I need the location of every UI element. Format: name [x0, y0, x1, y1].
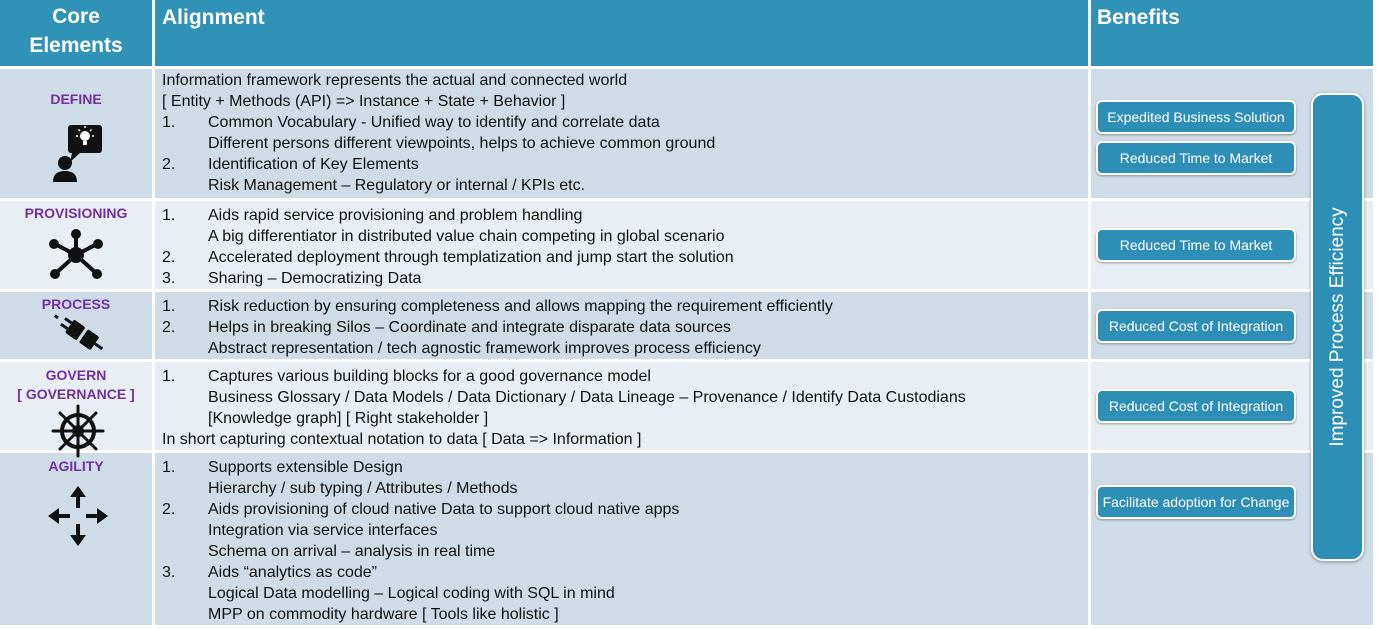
provisioning-number-1: 1.	[162, 207, 176, 224]
ship-wheel-icon	[51, 404, 105, 458]
improved-process-efficiency-label: Improved Process Efficiency	[1326, 207, 1348, 447]
element-name-process: PROCESS	[41, 296, 111, 312]
agility-line-8: MPP on commodity hardware [ Tools like holistic ]	[208, 606, 559, 623]
header-alignment: Alignment	[162, 6, 265, 29]
provisioning-line-1: Aids rapid service provisioning and problem handling	[208, 207, 583, 224]
govern-line-1: Captures various building blocks for a good governance model	[208, 368, 651, 385]
agility-line-5: Schema on arrival – analysis in real time	[208, 543, 496, 560]
agility-line-2: Hierarchy / sub typing / Attributes / Methods	[208, 480, 518, 497]
agility-number-2: 2.	[162, 501, 176, 518]
process-number-2: 2.	[162, 319, 176, 336]
govern-line-2: Business Glossary / Data Models / Data Dictionary / Data Lineage – Provenance / Identify Data Custodians	[208, 389, 966, 406]
improved-process-efficiency-bar	[1311, 93, 1364, 561]
agility-line-1: Supports extensible Design	[208, 459, 403, 476]
plug-icon	[52, 313, 106, 357]
govern-line-4: In short capturing contextual notation to data [ Data => Information ]	[162, 431, 642, 448]
define-line-4: Different persons different viewpoints, helps to achieve common ground	[208, 135, 716, 152]
benefit-expedited-business-solution: Expedited Business Solution	[1096, 100, 1296, 134]
define-line-6: Risk Management – Regulatory or internal / KPIs etc.	[208, 177, 586, 194]
agility-line-7: Logical Data modelling – Logical coding with SQL in mind	[208, 585, 615, 602]
header-benefits-cell	[1091, 0, 1373, 66]
element-name-define: DEFINE	[50, 91, 102, 107]
header-core-line1: Core	[52, 5, 100, 28]
element-name-govern: GOVERN	[45, 367, 107, 383]
process-line-3: Abstract representation / tech agnostic framework improves process efficiency	[208, 340, 761, 357]
header-core-line2: Elements	[29, 34, 123, 57]
agility-line-6: Aids “analytics as code”	[208, 564, 377, 581]
provisioning-line-4: Sharing – Democratizing Data	[208, 270, 422, 287]
header-alignment-cell	[155, 0, 1088, 66]
element-name-agility: AGILITY	[48, 458, 104, 474]
agility-number-3: 3.	[162, 564, 176, 581]
define-line-5: Identification of Key Elements	[208, 156, 419, 173]
element-name-provisioning: PROVISIONING	[24, 205, 128, 221]
element-name-governance: [ GOVERNANCE ]	[17, 386, 135, 402]
agility-line-3: Aids provisioning of cloud native Data to support cloud native apps	[208, 501, 680, 518]
agility-number-1: 1.	[162, 459, 176, 476]
network-hub-icon	[47, 228, 105, 282]
process-line-1: Risk reduction by ensuring completeness and allows mapping the requirement efficiently	[208, 298, 833, 315]
provisioning-number-2: 2.	[162, 249, 176, 266]
move-arrows-icon	[48, 486, 108, 546]
person-idea-icon	[50, 122, 106, 184]
provisioning-line-3: Accelerated deployment through templatization and jump start the solution	[208, 249, 734, 266]
define-line-3: Common Vocabulary - Unified way to identify and correlate data	[208, 114, 660, 131]
define-line-2: [ Entity + Methods (API) => Instance + State + Behavior ]	[162, 93, 566, 110]
process-number-1: 1.	[162, 298, 176, 315]
define-number-1: 1.	[162, 114, 176, 131]
agility-line-4: Integration via service interfaces	[208, 522, 438, 539]
benefit-reduced-cost-of-integration-process: Reduced Cost of Integration	[1096, 309, 1296, 343]
provisioning-line-2: A big differentiator in distributed value chain competing in global scenario	[208, 228, 725, 245]
benefit-reduced-time-to-market-define: Reduced Time to Market	[1096, 141, 1296, 175]
benefit-facilitate-adoption-for-change: Facilitate adoption for Change	[1096, 485, 1296, 519]
provisioning-number-3: 3.	[162, 270, 176, 287]
header-benefits: Benefits	[1097, 6, 1180, 29]
govern-number-1: 1.	[162, 368, 176, 385]
define-line-1: Information framework represents the actual and connected world	[162, 72, 628, 89]
benefit-reduced-time-to-market-provisioning: Reduced Time to Market	[1096, 228, 1296, 262]
define-number-2: 2.	[162, 156, 176, 173]
header-core-elements-cell	[0, 0, 152, 66]
process-line-2: Helps in breaking Silos – Coordinate and integrate disparate data sources	[208, 319, 731, 336]
govern-line-3: [Knowledge graph] [ Right stakeholder ]	[208, 410, 489, 427]
benefit-reduced-cost-of-integration-govern: Reduced Cost of Integration	[1096, 389, 1296, 423]
